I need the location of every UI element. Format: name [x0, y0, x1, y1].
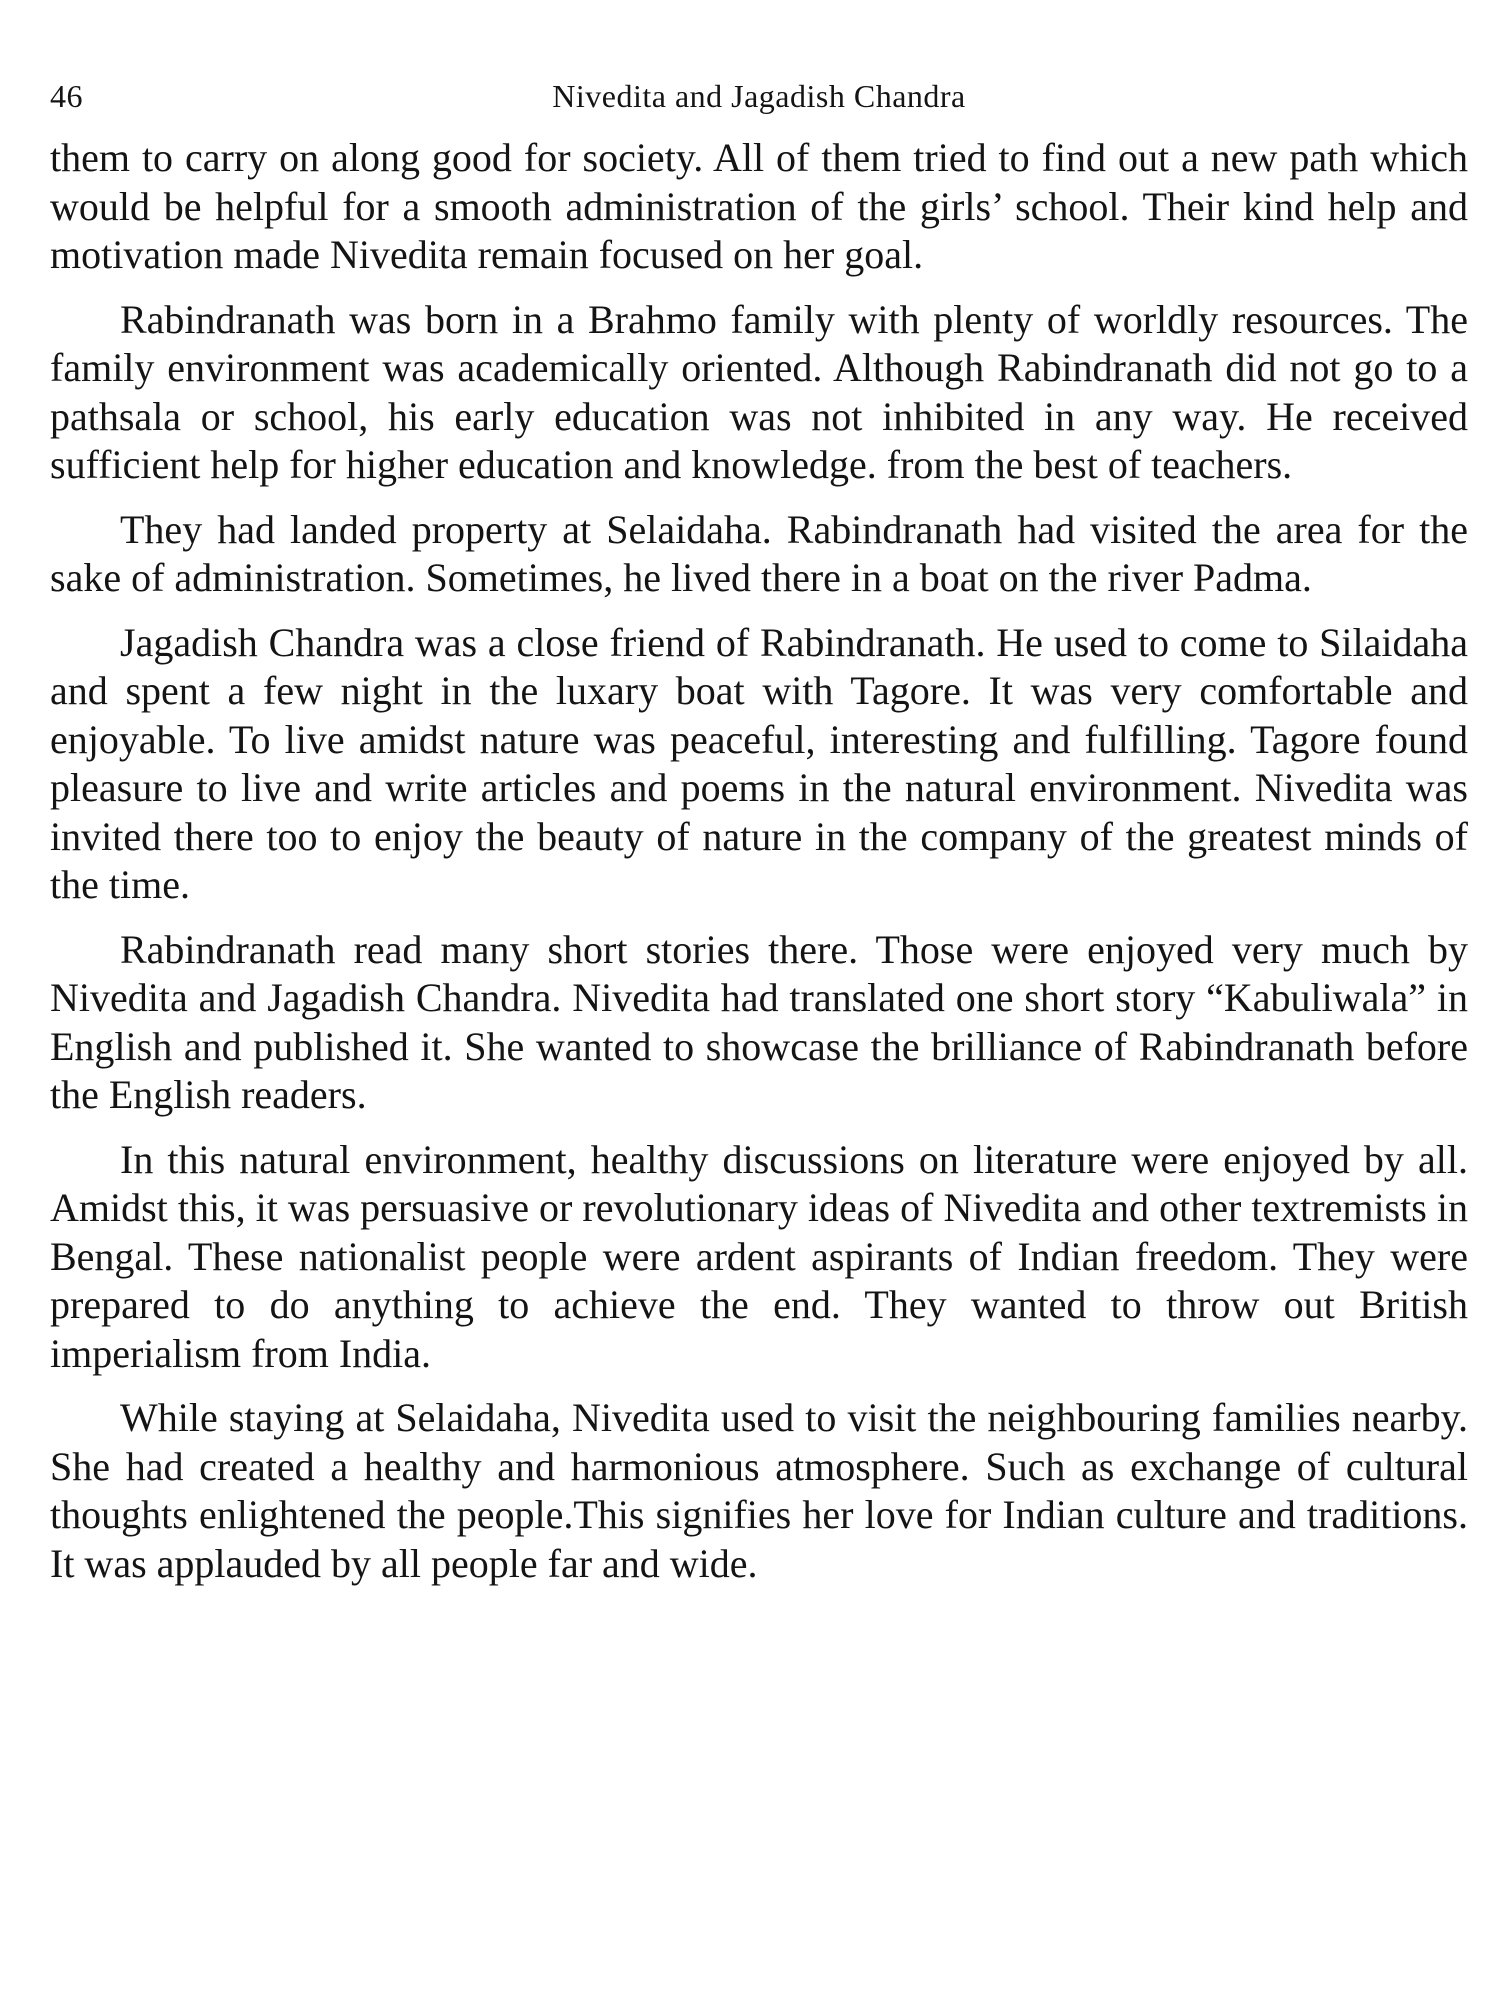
paragraph: They had landed property at Selaidaha. Rabindranath had visited the area for the sake of administration. Sometimes, he lived there in a boat on the river Padma.	[50, 506, 1468, 600]
paragraph: Rabindranath was born in a Brahmo family with plenty of worldly resources. The family environment was academically oriented. Although Rabindranath did not go to a pathsala or school, his early education was not inhibited in any way. He received sufficient help for higher education and knowledge. from the best of teachers.	[50, 296, 1468, 487]
running-header	[50, 78, 1468, 134]
book-page	[50, 78, 1468, 1604]
paragraph-continued: them to carry on along good for society. All of them tried to find out a new path which would be helpful for a smooth administration of the girls’ school. Their kind help and motivation made Nivedita remain focused on her goal.	[50, 135, 1468, 277]
paragraph: Jagadish Chandra was a close friend of Rabindranath. He used to come to Silaidaha and spent a few night in the luxary boat with Tagore. It was very comfortable and enjoyable. To live amidst nature was peaceful, interesting and fulfilling. Tagore found pleasure to live and write articles and poems in the natural environment. Nivedita was invited there too to enjoy the beauty of nature in the company of the greatest minds of the time.	[50, 619, 1468, 907]
running-title: Nivedita and Jagadish Chandra	[552, 78, 966, 114]
paragraph: In this natural environment, healthy discussions on literature were enjoyed by all. Amidst this, it was persuasive or revolutionary ideas of Nivedita and other textremists in Bengal. These nationalist people were ardent aspirants of Indian freedom. They were prepared to do anything to achieve the end. They wanted to throw out British imperialism from India.	[50, 1136, 1468, 1376]
paragraph: Rabindranath read many short stories there. Those were enjoyed very much by Nivedita and Jagadish Chandra. Nivedita had translated one short story “Kabuliwala” in English and published it. She wanted to showcase the brilliance of Rabindranath before the English readers.	[50, 926, 1468, 1117]
paragraph: While staying at Selaidaha, Nivedita used to visit the neighbouring families nearby. She had created a healthy and harmonious atmosphere. Such as exchange of cultural thoughts enlightened the people.This signifies her love for Indian culture and traditions. It was applauded by all people far and wide.	[50, 1395, 1468, 1586]
page-number: 46	[50, 78, 83, 114]
body-text	[50, 134, 1468, 1588]
